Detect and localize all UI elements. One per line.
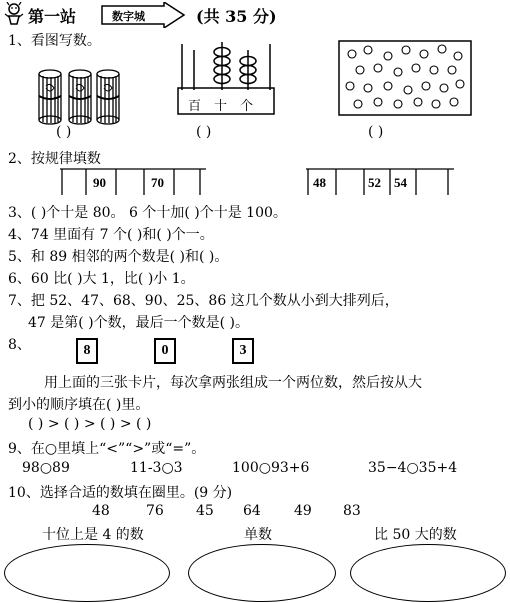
q4-text: 4、74 里面有 7 个( )和( )个一。 [8, 227, 214, 243]
sequence-grid-1 [60, 168, 206, 196]
answer-oval-tens-4[interactable] [4, 544, 170, 602]
q2-label: 2、按规律填数 [8, 151, 101, 167]
category-label-tens-4: 十位上是 4 的数 [42, 527, 144, 543]
q9-item-2[interactable]: 11-3○3 [130, 460, 183, 476]
abacus-place-hundreds: 百 [188, 99, 202, 114]
total-score: (共 35 分) [196, 7, 277, 26]
seq2-value-54: 54 [394, 175, 407, 190]
abacus-place-tens: 十 [214, 99, 228, 114]
q9-item-3[interactable]: 100○93+6 [232, 460, 310, 476]
q8-instruction-2: 到小的顺序填在( )里。 [8, 397, 150, 413]
q9-item-1[interactable]: 98○89 [22, 460, 70, 476]
q10-label: 10、选择合适的数填在圈里。(9 分) [8, 485, 233, 501]
q9-item-4[interactable]: 35−4○35+4 [368, 460, 458, 476]
q1-label: 1、看图写数。 [8, 33, 101, 49]
header-mascot-icon [3, 2, 25, 26]
category-label-odd: 单数 [244, 527, 272, 543]
answer-oval-odd[interactable] [188, 544, 336, 602]
bundles-image [36, 68, 122, 130]
q10-number-48: 48 [92, 503, 110, 519]
banner-text: 数字城 [112, 10, 145, 23]
seq1-value-70: 70 [151, 175, 164, 190]
q8-instruction-1: 用上面的三张卡片，每次拿两张组成一个两位数，然后按从大 [44, 375, 422, 391]
q8-label: 8、 [8, 337, 31, 353]
number-card-0: 0 [154, 338, 176, 364]
answer-oval-greater-50[interactable] [350, 544, 506, 602]
abacus-place-ones: 个 [240, 99, 254, 114]
seq1-value-90: 90 [93, 175, 106, 190]
number-card-3: 3 [232, 338, 254, 364]
q10-number-83: 83 [343, 503, 361, 519]
seq2-value-48: 48 [313, 175, 326, 190]
q5-text: 5、和 89 相邻的两个数是( )和( )。 [8, 249, 229, 265]
station-title: 第一站 [28, 7, 77, 26]
q8-order-blanks[interactable]: ( ) > ( ) > ( ) > ( ) [28, 416, 152, 432]
q6-text: 6、60 比( )大 1，比( )小 1。 [8, 271, 195, 287]
seq2-value-52: 52 [368, 175, 381, 190]
dots-box [338, 40, 472, 116]
q9-label: 9、在○里填上“<”“>”或“=”。 [8, 441, 206, 457]
q1-answer-1[interactable]: ( ) [56, 124, 72, 140]
q10-number-49: 49 [294, 503, 312, 519]
q3-text: 3、( )个十是 80。 6 个十加( )个十是 100。 [8, 205, 287, 221]
number-card-8: 8 [76, 338, 98, 364]
q10-number-64: 64 [243, 503, 261, 519]
q10-number-45: 45 [196, 503, 214, 519]
q7-text-line1: 7、把 52、47、68、90、25、86 这几个数从小到大排列后， [8, 293, 399, 309]
q10-number-76: 76 [146, 503, 164, 519]
q7-text-line2: 47 是第( )个数，最后一个数是( )。 [28, 315, 250, 331]
q1-answer-2[interactable]: ( ) [196, 124, 212, 140]
category-label-greater-50: 比 50 大的数 [374, 527, 457, 543]
q1-answer-3[interactable]: ( ) [368, 124, 384, 140]
